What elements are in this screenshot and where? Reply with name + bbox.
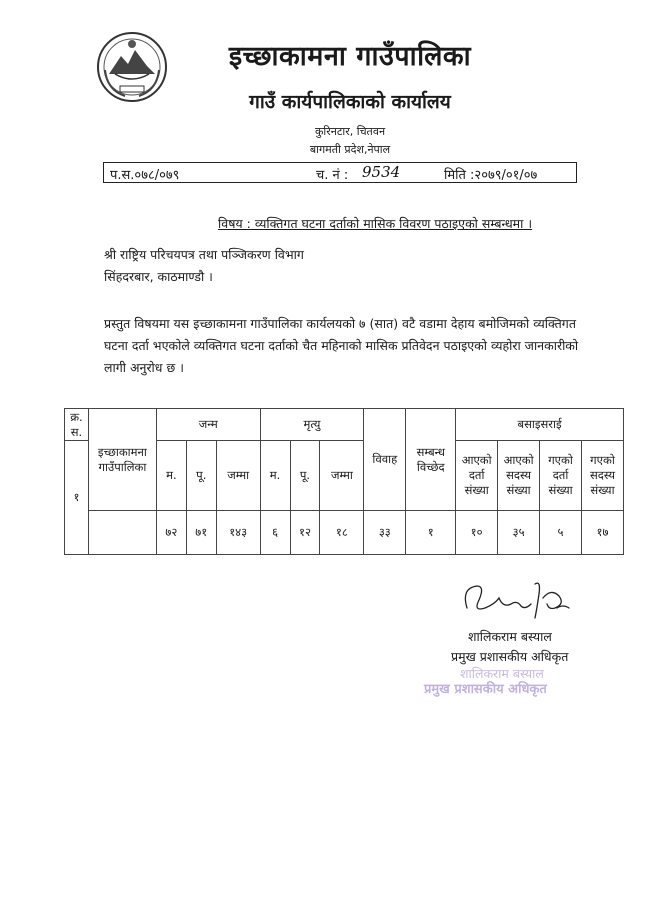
- header-birth-total: जम्मा: [216, 441, 260, 511]
- cell-divorce: १: [406, 511, 456, 555]
- header-death-female: पू.: [290, 441, 320, 511]
- statistics-table: [64, 408, 624, 555]
- header-migration: बसाइसराई: [456, 409, 624, 441]
- cell-migration-out-members: १७: [581, 511, 623, 555]
- cell-migration-out-registered: ५: [540, 511, 582, 555]
- letter-date: मिति :२०७९/०१/०७: [444, 168, 538, 183]
- nepal-emblem-icon: [95, 30, 169, 104]
- dispatch-number-value: 9534: [362, 163, 401, 181]
- row-name-spacer: [88, 511, 156, 555]
- signer-name: शालिकराम बस्याल: [468, 629, 552, 644]
- cell-death-male: ६: [260, 511, 290, 555]
- handwritten-signature: [455, 578, 575, 622]
- cell-birth-total: १४३: [216, 511, 260, 555]
- header-divorce: सम्बन्ध विच्छेद: [406, 409, 456, 511]
- header-migration-in-registered: आएको दर्ता संख्या: [456, 441, 498, 511]
- header-birth-female: पू.: [186, 441, 216, 511]
- header-migration-in-members: आएको सदस्य संख्या: [498, 441, 540, 511]
- cell-marriage: ३३: [364, 511, 406, 555]
- stamp-post: प्रमुख प्रशासकीय अधिकृत: [424, 682, 547, 697]
- row-serial: १: [65, 441, 89, 555]
- address-line-2: बागमती प्रदेश,नेपाल: [309, 143, 391, 156]
- dispatch-number-label: च. नं :: [316, 168, 349, 183]
- header-serial: क्र. स.: [65, 409, 89, 441]
- office-subtitle: गाउँ कार्यपालिकाको कार्यालय: [249, 91, 451, 113]
- header-birth-male: म.: [156, 441, 186, 511]
- header-death-male: म.: [260, 441, 290, 511]
- addressee-line-2: सिंहदरबार, काठमाण्डौ ।: [104, 269, 213, 284]
- cell-death-female: १२: [290, 511, 320, 555]
- reference-number: प.स.०७८/०७९: [110, 168, 180, 183]
- office-title: इच्छाकामना गाउँपालिका: [228, 41, 472, 72]
- row-name: इच्छाकामना गाउँपालिका: [88, 409, 156, 511]
- header-marriage: विवाह: [364, 409, 406, 511]
- cell-migration-in-registered: १०: [456, 511, 498, 555]
- stamp-name: शालिकराम बस्याल: [460, 666, 544, 681]
- header-death-total: जम्मा: [320, 441, 364, 511]
- body-paragraph: प्रस्तुत विषयमा यस इच्छाकामना गाउँपालिका कार्यलयको ७ (सात) वटै वडामा देहाय बमोजिमको व्यक्तिगत घटना दर्ता भएकोले व्यक्तिगत घटना दर्ताको चैत महिनाको मासिक प्रतिवेदन पठाइएको व्यहोरा जानकारीको लागी अनुरोध छ ।: [104, 316, 579, 375]
- addressee-line-1: श्री राष्ट्रिय परिचयपत्र तथा पञ्जिकरण विभाग: [104, 247, 304, 262]
- cell-birth-male: ७२: [156, 511, 186, 555]
- official-stamp: [420, 665, 610, 699]
- header-migration-out-members: गएको सदस्य संख्या: [581, 441, 623, 511]
- cell-birth-female: ७१: [186, 511, 216, 555]
- cell-migration-in-members: ३५: [498, 511, 540, 555]
- reference-bar: [103, 162, 577, 183]
- address-line-1: कुरिनटार, चितवन: [314, 125, 386, 138]
- subject-line: विषय : व्यक्तिगत घटना दर्ताको मासिक विवरण पठाइएको सम्बन्धमा ।: [218, 216, 533, 231]
- header-birth: जन्म: [156, 409, 260, 441]
- cell-death-total: १८: [320, 511, 364, 555]
- header-death: मृत्यु: [260, 409, 364, 441]
- header-migration-out-registered: गएको दर्ता संख्या: [540, 441, 582, 511]
- signer-post: प्रमुख प्रशासकीय अधिकृत: [451, 649, 569, 664]
